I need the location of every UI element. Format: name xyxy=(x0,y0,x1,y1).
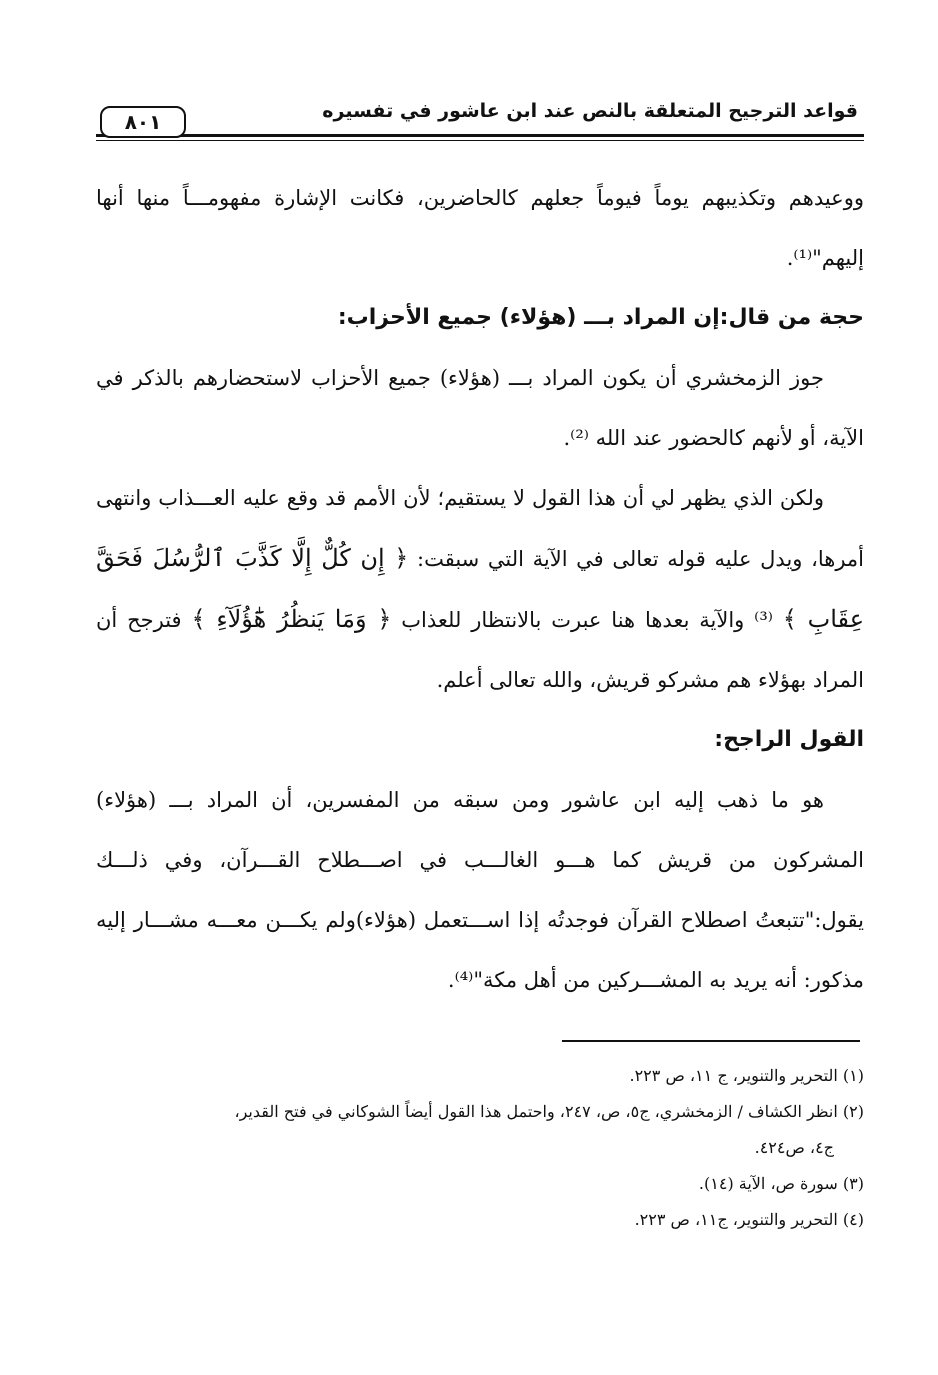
section-heading-preferred: القول الراجح: xyxy=(714,727,864,752)
paragraph-zamakhshari: جوز الزمخشري أن يكون المراد بـــ (هؤلاء) جميع الأحزاب لاستحضارهم بالذكر في الآية، أو لأنهم كالحضور عند الله ⁽²⁾. xyxy=(96,366,864,450)
page-header xyxy=(96,96,864,156)
page-number: ٨٠١ xyxy=(100,106,186,138)
header-rule-thin xyxy=(96,140,864,141)
footnote-separator xyxy=(562,1040,860,1042)
rebuttal-text-1: ولكن الذي يظهر لي أن هذا القول لا يستقيم؛ لأن الأمم قد وقع عليه العـــذاب وانتهى أمرها، ويدل عليه قوله تعالى في الآية التي سبقت: xyxy=(96,486,864,571)
paragraph-continuation: ووعيدهم وتكذيبهم يوماً فيوماً جعلهم كالحاضرين، فكانت الإشارة مفهومـــاً منها أنها إليهم"⁽¹⁾. xyxy=(96,186,864,270)
quran-verse-2: ﴿ وَمَا يَنظُرُ هَٰٓؤُلَآءِ ﴾ xyxy=(191,605,392,633)
footnote-2-continuation: ج٤، ص٤٢٤. xyxy=(754,1138,834,1157)
rebuttal-text-2: ⁽³⁾ والآية بعدها هنا عبرت بالانتظار للعذاب xyxy=(391,608,783,632)
quran-verse-1: ﴿ إِن كُلٌّ إِلَّا كَذَّبَ ٱلرُّسُلَ فَحَقَّ عِقَابِ ﴾ xyxy=(96,544,865,633)
footnote-3: (٣) سورة ص، الآية (١٤). xyxy=(698,1174,864,1193)
header-rule-thick xyxy=(96,134,864,137)
body-text xyxy=(96,168,864,1010)
rebuttal-text-3: فترجح أن المراد بهؤلاء هم مشركو قريش، والله تعالى أعلم. xyxy=(96,608,864,692)
running-title: قواعد الترجيح المتعلقة بالنص عند ابن عاشور في تفسيره xyxy=(322,100,858,122)
footnotes xyxy=(96,1058,864,1238)
paragraph-rebuttal xyxy=(96,468,864,710)
section-heading-argument: حجة من قال:إن المراد بـــ (هؤلاء) جميع الأحزاب: xyxy=(337,305,864,330)
paragraph-preferred: هو ما ذهب إليه ابن عاشور ومن سبقه من المفسرين، أن المراد بـــ (هؤلاء) المشركون من قريش كما هـــو الغالـــب في اصـــطلاح القـــرآن، وفي ذلـــك يقول:"تتبعتُ اصطلاح القرآن فوجدتُه إذا اســـتعمل (هؤلاء)ولم يكـــن معـــه مشـــار إليه مذكور: أنه يريد به المشـــركين من أهل مكة"⁽⁴⁾. xyxy=(96,788,864,992)
footnote-2: (٢) انظر الكشاف / الزمخشري، ج٥، ص، ٢٤٧، واحتمل هذا القول أيضاً الشوكاني في فتح القدير، xyxy=(234,1102,864,1121)
footnote-1: (١) التحرير والتنوير، ج ١١، ص ٢٢٣. xyxy=(629,1066,864,1085)
footnote-4: (٤) التحرير والتنوير، ج١١، ص ٢٢٣. xyxy=(634,1210,864,1229)
